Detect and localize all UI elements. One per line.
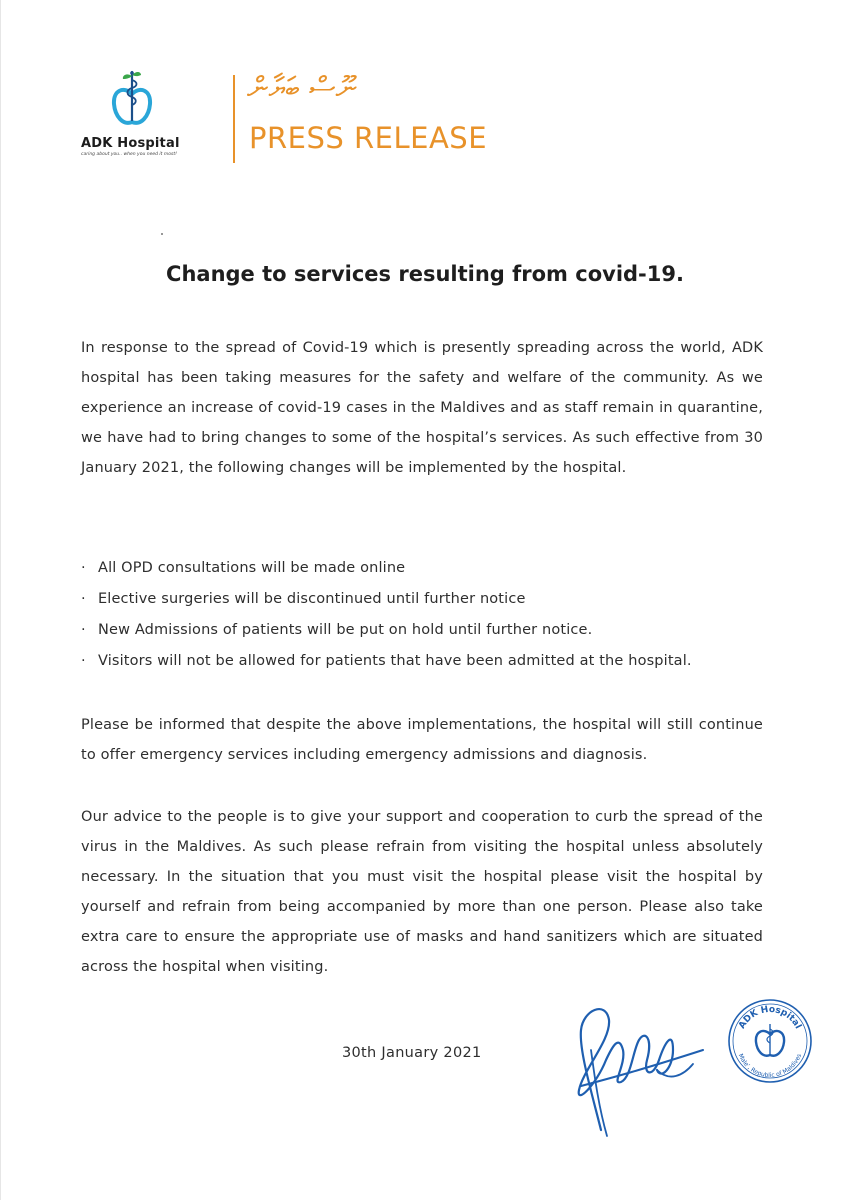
stamp-bottom-text: Male’, Republic of Maldives (736, 1052, 804, 1080)
bullet-marker: · (81, 591, 86, 607)
list-item (81, 553, 771, 584)
stamp-seal-icon (727, 998, 813, 1084)
list-item (81, 584, 771, 615)
bullet-marker: · (81, 560, 86, 576)
list-item-text: All OPD consultations will be made online (98, 560, 406, 576)
release-date: 30th January 2021 (342, 1045, 482, 1061)
list-item-text: Visitors will not be allowed for patients that have been admitted at the hospital. (98, 653, 692, 669)
dhivehi-title: ނޫސް ބަޔާން (247, 71, 357, 106)
list-item (81, 615, 771, 646)
header-divider (233, 75, 235, 163)
changes-list (81, 553, 771, 677)
page-headline: Change to services resulting from covid-19. (166, 262, 684, 286)
logo-name: ADK Hospital (81, 136, 180, 151)
intro-paragraph: In response to the spread of Covid-19 which is presently spreading across the world, ADK hospital has been taking measures for the safety and welfare of the community. As we experience an increase of covid-19 cases in the Maldives and as staff remain in quarantine, we have had to bring changes to some of the hospital’s services. As such effective from 30 January 2021, the following changes will be implemented by the hospital. (81, 340, 763, 476)
logo-tagline: caring about you.. when you need it most! (81, 152, 177, 157)
adk-hospital-logo (81, 70, 191, 157)
speck (161, 233, 163, 235)
apple-caduceus-icon (109, 70, 155, 132)
press-release-title: PRESS RELEASE (249, 121, 488, 155)
list-item (81, 646, 771, 677)
emergency-paragraph: Please be informed that despite the above implementations, the hospital will still continue to offer emergency services including emergency admissions and diagnosis. (81, 717, 763, 763)
signature (561, 990, 706, 1144)
list-item-text: Elective surgeries will be discontinued until further notice (98, 591, 526, 607)
signature-scribble-icon (561, 990, 706, 1140)
stamp-top-text: ADK Hospital (737, 1004, 803, 1031)
bullet-marker: · (81, 622, 86, 638)
list-item-text: New Admissions of patients will be put on hold until further notice. (98, 622, 593, 638)
hospital-stamp (727, 998, 813, 1088)
bullet-marker: · (81, 653, 86, 669)
advice-paragraph: Our advice to the people is to give your support and cooperation to curb the spread of the virus in the Maldives. As such please refrain from visiting the hospital unless absolutely necessary. In the situation that you must visit the hospital please visit the hospital by yourself and refrain from being accompanied by more than one person. Please also take extra care to ensure the appropriate use of masks and hand sanitizers which are situated across the hospital when visiting. (81, 809, 763, 975)
